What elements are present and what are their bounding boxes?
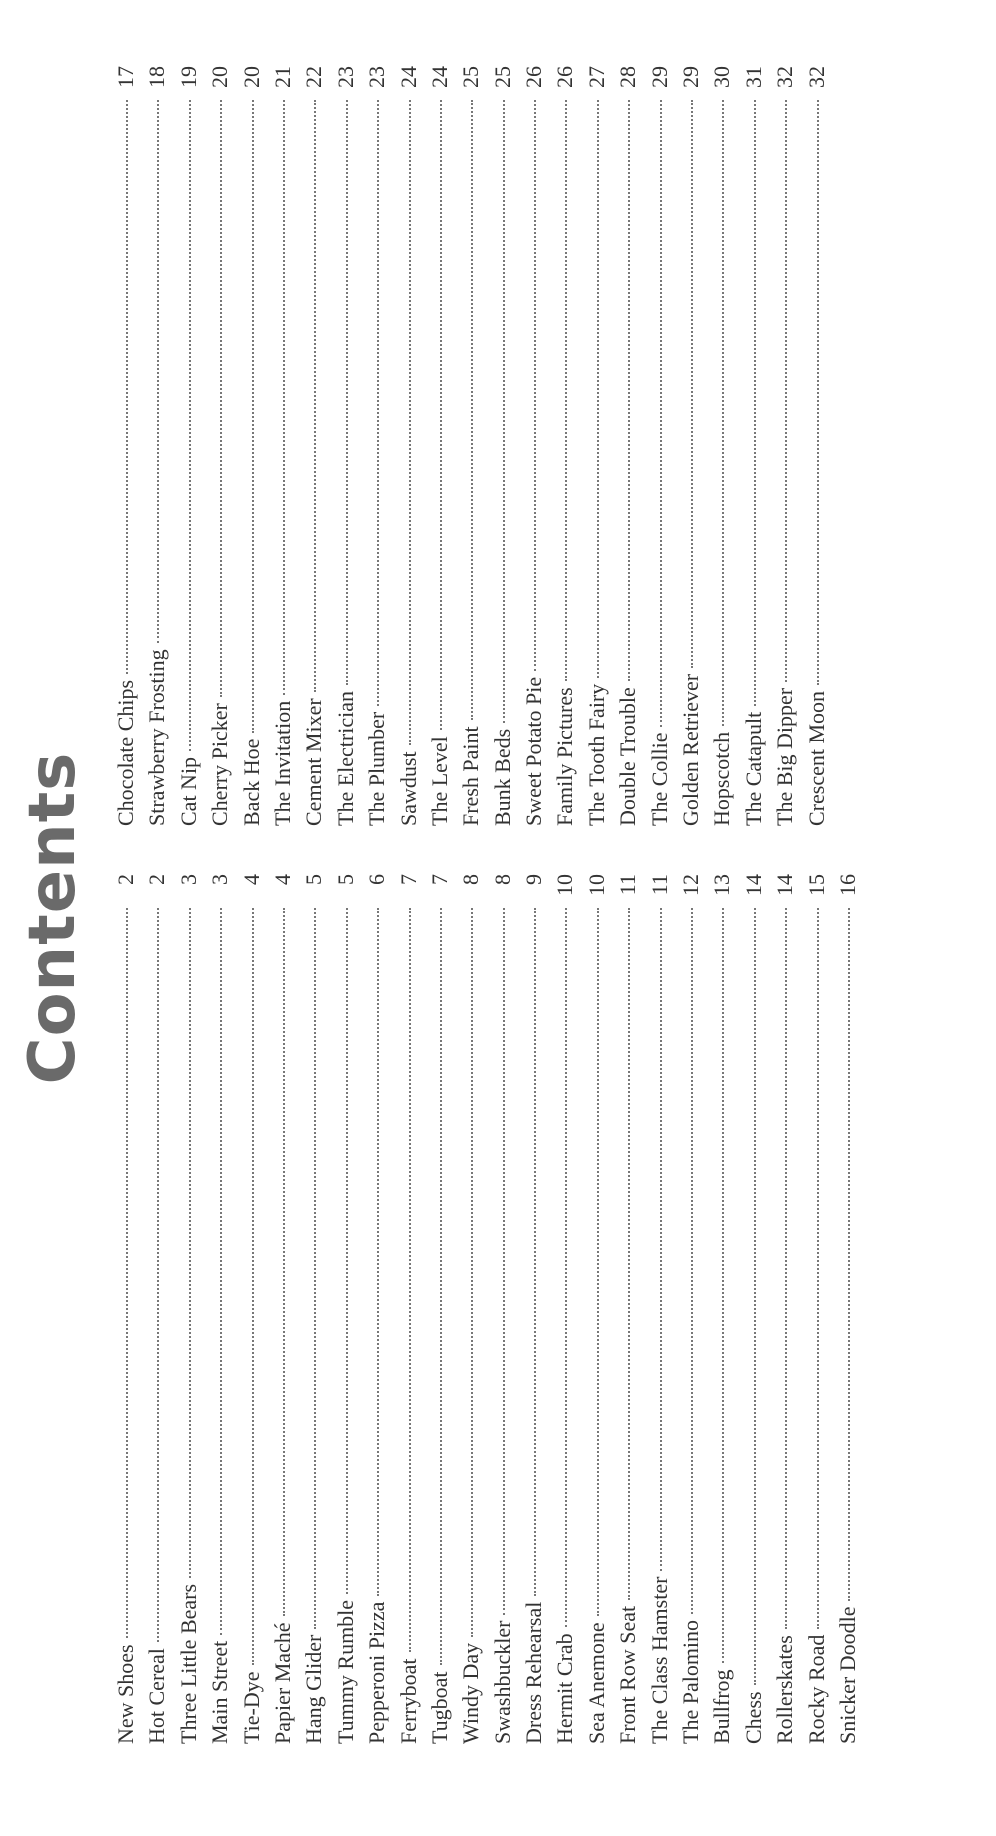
toc-entry [706,874,737,1744]
toc-entry-title: Chess [740,1691,766,1744]
toc-entry [612,874,643,1744]
toc-entry-page: 2 [144,874,170,885]
toc-entry-page: 26 [552,66,578,88]
toc-entry [298,66,329,826]
dot-leader [252,100,254,733]
dot-leader [597,908,599,1616]
toc-entry-title: Sawdust [395,751,421,826]
toc-entry-title: Chocolate Chips [113,679,138,826]
toc-entry-page: 4 [238,874,264,885]
toc-entry-page: 29 [646,66,672,88]
toc-entry [769,874,800,1744]
toc-entry [769,66,800,826]
toc-entry-page: 14 [772,874,798,896]
toc-entry-page: 8 [489,874,515,885]
dot-leader [346,100,348,685]
dot-leader [220,908,222,1635]
toc-entry-page: 25 [458,66,484,88]
toc-entry-page: 11 [615,874,641,896]
toc-entry-title: The Invitation [269,700,295,826]
toc-entry-title: Sea Anemone [583,1622,609,1744]
toc-entry [487,66,518,826]
toc-entry-page: 32 [772,66,798,88]
dot-leader [440,100,442,730]
toc-entry-title: Ferryboat [395,1658,421,1744]
toc-entry-title: Hopscotch [709,731,735,826]
dot-leader [565,908,567,1627]
toc-entry [455,66,486,826]
toc-entry [675,874,706,1744]
toc-entry-title: The Big Dipper [772,687,798,826]
dot-leader [722,908,724,1663]
toc-entry [141,874,172,1744]
toc-entry [675,66,706,826]
page-title: Contents [16,751,90,1085]
toc-entry-title: The Catapult [740,711,766,826]
toc-entry-page: 3 [175,874,201,885]
toc-entry-page: 7 [395,874,421,885]
toc-entry-title: Swashbuckler [489,1620,515,1744]
toc-entry-page: 13 [709,874,735,896]
dot-leader [597,100,599,678]
toc-entry [518,874,549,1744]
toc-entry-title: Back Hoe [238,738,264,826]
toc-entry-title: Cat Nip [175,756,201,826]
dot-leader [722,100,724,726]
dot-leader [314,908,316,1629]
dot-leader [283,908,285,1616]
toc-entry-title: Family Pictures [552,687,578,826]
toc-entry [706,66,737,826]
toc-entry-title: Tie-Dye [238,1671,264,1744]
toc-entry-page: 14 [740,874,766,896]
toc-entry-title: Bullfrog [709,1669,735,1744]
dot-leader [785,908,787,1629]
toc-entry [424,874,455,1744]
dot-leader [252,908,254,1665]
dot-leader [346,908,348,1594]
dot-leader [534,908,536,1596]
toc-entry-page: 21 [269,66,295,88]
dot-leader [283,100,285,695]
dot-leader [660,908,662,1571]
toc-entry-title: Tugboat [426,1671,452,1744]
toc-entry-title: Papier Maché [269,1622,295,1744]
toc-entry [424,66,455,826]
toc-entry [236,66,267,826]
toc-entry-page: 17 [113,66,138,88]
toc-entry [204,874,235,1744]
toc-entry [236,874,267,1744]
toc-entry [487,874,518,1744]
toc-entry-page: 23 [364,66,390,88]
toc-entry-page: 29 [678,66,704,88]
toc-entry-page: 16 [834,874,860,896]
toc-left-column [110,874,863,1744]
toc-entry [173,874,204,1744]
toc-entry-page: 24 [395,66,421,88]
toc-entry-title: Snicker Doodle [834,1606,860,1744]
toc-entry-title: Rollerskates [772,1635,798,1744]
toc-entry-page: 6 [364,874,390,885]
toc-entry-title: The Plumber [364,711,390,826]
toc-entry [141,66,172,826]
toc-entry-title: The Tooth Fairy [583,683,609,826]
toc-entry-page: 19 [175,66,201,88]
toc-entry-page: 3 [207,874,233,885]
toc-entry-title: Hot Cereal [144,1648,170,1744]
dot-leader [157,908,159,1642]
toc-entry-page: 15 [803,874,829,896]
toc-entry-page: 7 [426,874,452,885]
toc-entry [581,874,612,1744]
toc-entry-page: 25 [489,66,515,88]
toc-entry-title: Hermit Crab [552,1633,578,1744]
dot-leader [471,908,473,1637]
toc-entry [455,874,486,1744]
toc-entry-page: 18 [144,66,170,88]
toc-entry-page: 4 [269,874,295,885]
toc-entry-page: 28 [615,66,641,88]
dot-leader [471,100,473,720]
dot-leader [503,908,505,1615]
toc-entry [361,874,392,1744]
toc-entry [298,874,329,1744]
dot-leader [848,908,850,1601]
toc-entry-page: 31 [740,66,766,88]
toc-entry [581,66,612,826]
toc-entry [832,874,863,1744]
dot-leader [157,100,159,643]
dot-leader [126,100,128,674]
toc-entry [644,66,675,826]
toc-entry-page: 27 [583,66,609,88]
toc-entry-title: Strawberry Frosting [144,649,170,826]
dot-leader [534,100,536,671]
toc-entry-page: 26 [521,66,547,88]
toc-entry [738,874,769,1744]
toc-entry-title: Fresh Paint [458,726,484,826]
toc-entry-page: 11 [646,874,672,896]
toc-entry [393,66,424,826]
toc-entry [110,66,141,826]
dot-leader [628,100,630,681]
dot-leader [754,908,756,1685]
toc-entry-page: 8 [458,874,484,885]
toc-entry-page: 20 [207,66,233,88]
toc-entry-title: The Class Hamster [646,1576,672,1744]
dot-leader [377,908,379,1596]
toc-entry-page: 2 [113,874,138,885]
toc-right-column [110,66,832,826]
toc-entry-title: Cherry Picker [207,703,233,826]
toc-entry [204,66,235,826]
dot-leader [377,100,379,706]
toc-entry [612,66,643,826]
dot-leader [785,100,787,682]
toc-entry-title: Front Row Seat [615,1605,641,1744]
toc-entry-page: 12 [678,874,704,896]
toc-entry-title: Golden Retriever [678,673,704,826]
dot-leader [565,100,567,681]
toc-entry-title: Three Little Bears [175,1583,201,1744]
toc-entry [110,874,141,1744]
dot-leader [189,100,191,751]
toc-entry [393,874,424,1744]
toc-entry-title: Dress Rehearsal [521,1601,547,1744]
toc-entry [173,66,204,826]
toc-entry-page: 22 [301,66,327,88]
toc-entry [549,66,580,826]
toc-entry [801,66,832,826]
toc-entry-page: 5 [332,874,358,885]
dot-leader [817,100,819,685]
toc-entry-title: The Palomino [678,1619,704,1744]
dot-leader [409,908,411,1652]
toc-entry-title: Pepperoni Pizza [364,1601,390,1744]
toc-entry-title: Windy Day [458,1642,484,1744]
toc-entry [644,874,675,1744]
toc-entry-page: 5 [301,874,327,885]
toc-entry [267,874,298,1744]
dot-leader [220,100,222,697]
dot-leader [754,100,756,706]
toc-entry [549,874,580,1744]
toc-entry-page: 10 [583,874,609,896]
toc-entry-page: 20 [238,66,264,88]
dot-leader [409,100,411,745]
toc-entry-title: Cement Mixer [301,698,327,826]
toc-entry-page: 32 [803,66,829,88]
toc-entry [801,874,832,1744]
toc-entry-title: The Level [426,736,452,826]
dot-leader [691,908,693,1614]
toc-entry-title: Rocky Road [803,1634,829,1744]
toc-entry-title: Hang Glider [301,1634,327,1744]
toc-entry [267,66,298,826]
toc-entry-title: Crescent Moon [803,690,829,826]
dot-leader [660,100,662,727]
dot-leader [126,908,128,1638]
toc-entry-page: 9 [521,874,547,885]
toc-entry-title: New Shoes [113,1644,138,1744]
toc-entry-title: Bunk Beds [489,728,515,826]
toc-entry [361,66,392,826]
dot-leader [628,908,630,1600]
toc-entry [330,874,361,1744]
dot-leader [503,100,505,723]
dot-leader [691,100,693,668]
dot-leader [817,908,819,1629]
dot-leader [189,908,191,1578]
toc-entry-title: Sweet Potato Pie [521,676,547,826]
toc-entry [330,66,361,826]
toc-entry-title: The Electrician [332,691,358,826]
toc-entry-title: The Collie [646,732,672,826]
toc-entry-page: 30 [709,66,735,88]
toc-entry-title: Double Trouble [615,687,641,826]
toc-entry-page: 23 [332,66,358,88]
toc-entry-page: 24 [426,66,452,88]
dot-leader [440,908,442,1665]
toc-entry [738,66,769,826]
toc-entry-title: Tummy Rumble [332,1599,358,1744]
dot-leader [314,100,316,692]
toc-entry [518,66,549,826]
toc-entry-title: Main Street [207,1640,233,1744]
toc-entry-page: 10 [552,874,578,896]
